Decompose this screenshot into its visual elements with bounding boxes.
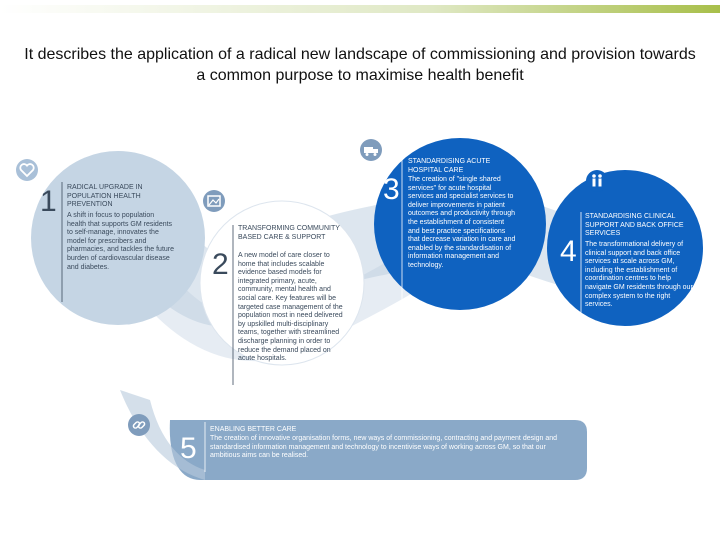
page-title: It describes the application of a radical new landscape of commissioning and provision towards a common purpose to maximise health benefit: [24, 46, 696, 84]
item-4-number: 4: [560, 235, 577, 268]
item-5-heading: ENABLING BETTER CARE: [210, 426, 297, 433]
home-care-icon: [204, 191, 224, 211]
item-2-body: A new model of care closer to home that includes scalable evidence based models for integrated primary, acute, community, mental health and social care. Key features will be targeted case management of the population most in need delivered by upskilled multi-disciplinary teams, together with streamlined discharge planning in order to reduce the demand placed on acute hospitals.: [238, 252, 343, 363]
item-2-number: 2: [212, 248, 229, 281]
heart-icon: [17, 160, 37, 180]
item-1-body: A shift in focus to population health that supports GM residents to self-manage, innovates the model for prescribers and pharmacies, and tackles the future burden of cardiovascular disease and diabetes.: [67, 212, 175, 271]
item-3-body: The creation of "single shared services" for acute hospital services and specialist services to deliver improvements in patient outcomes and productivity through the establishment of consistent and best practice specifications that decrease variation in care and enabled by the standardisation of information management and technology.: [408, 176, 516, 269]
item-1-number: 1: [40, 185, 57, 218]
item-3-heading: STANDARDISING ACUTE HOSPITAL CARE: [408, 158, 491, 174]
item-5-body: The creation of innovative organisation forms, new ways of commissioning, contracting and payment design and standardised information management and technology to incentivise ways of working across GM, so that our ambitious aims can be realised.: [210, 435, 558, 460]
ambulance-icon: [361, 140, 381, 160]
item-2-heading: TRANSFORMING COMMUNITY BASED CARE & SUPPORT: [238, 225, 340, 241]
people-icon: [587, 171, 607, 191]
item-3-number: 3: [383, 173, 400, 206]
item-4-body: The transformational delivery of clinical support and back office services at scale across GM, including the establishment of coordination centres to help navigate GM residents through our complex system to the right services.: [585, 241, 693, 309]
item-4-heading: STANDARDISING CLINICAL SUPPORT AND BACK OFFICE SERVICES: [585, 213, 684, 238]
item-1-heading: RADICAL UPGRADE IN POPULATION HEALTH PREVENTION: [67, 184, 143, 209]
item-5-number: 5: [180, 432, 197, 465]
link-icon: [129, 415, 149, 435]
